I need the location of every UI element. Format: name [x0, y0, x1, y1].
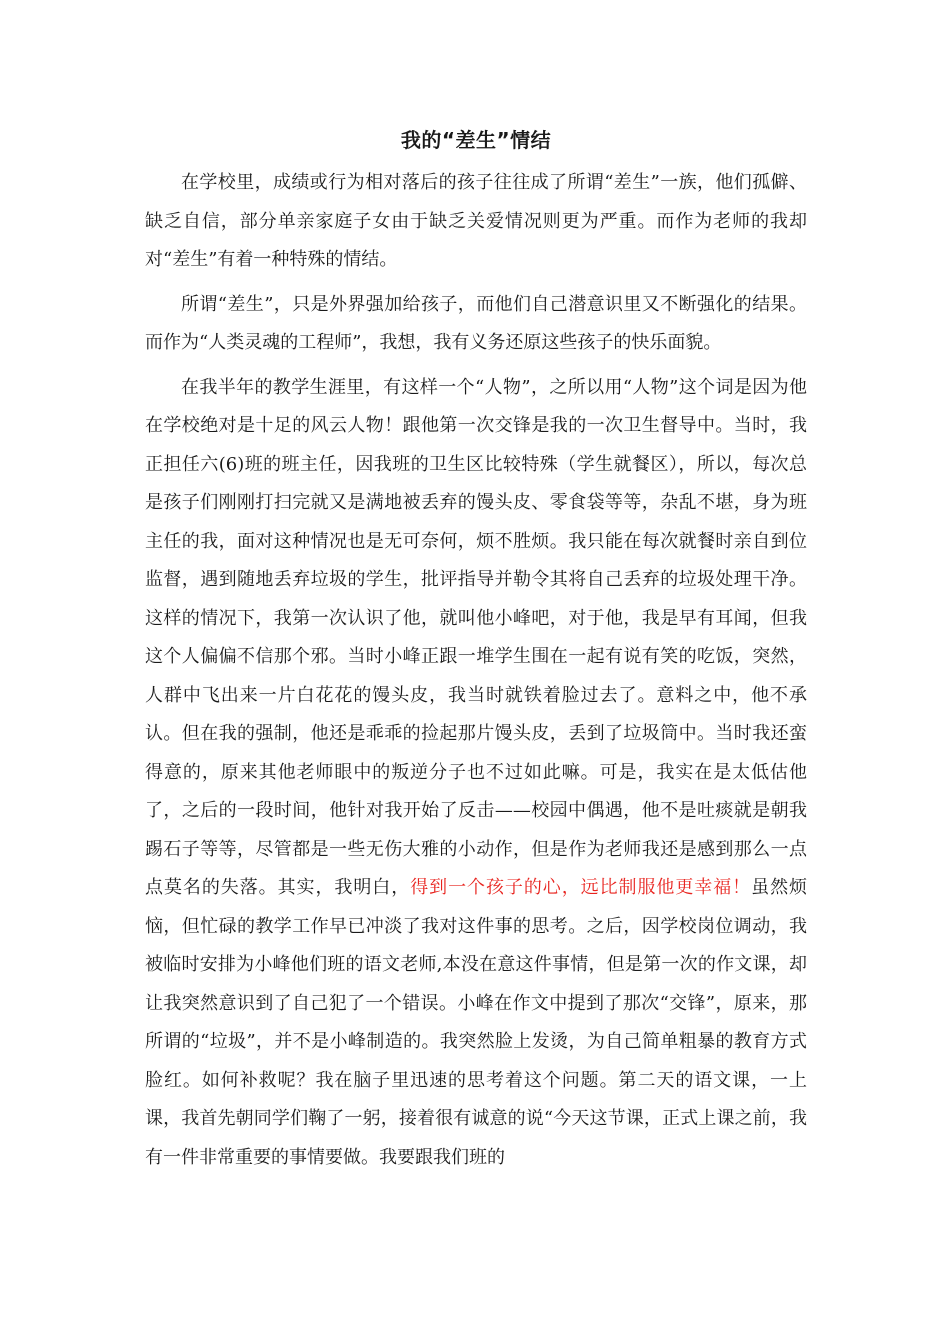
document-title: 我的“差生”情结: [400, 128, 552, 152]
paragraph-3: [145, 369, 807, 1178]
paragraph-1: 在学校里，成绩或行为相对落后的孩子往往成了所谓“差生”一族，他们孤僻、缺乏自信，部分单亲家庭子女由于缺乏关爱情况则更为严重。而作为老师的我却对“差生”有着一种特殊的情结。: [145, 172, 807, 270]
highlighted-quote: 得到一个孩子的心，远比制服他更幸福！: [410, 877, 752, 898]
paragraph-2: 所谓“差生”，只是外界强加给孩子，而他们自己潜意识里又不断强化的结果。而作为“人类灵魂的工程师”，我想，我有义务还原这些孩子的快乐面貌。: [145, 293, 807, 353]
document-page: [145, 120, 807, 1183]
paragraph-3-text-before: 在我半年的教学生涯里，有这样一个“人物”，之所以用“人物”这个词是因为他在学校绝对是十足的风云人物！跟他第一次交锋是我的一次卫生督导中。当时，我正担任六(6)班的班主任，因我班的卫生区比较特殊（学生就餐区），所以，每次总是孩子们刚刚打扫完就又是满地被丢弃的馒头皮、零食袋等等，杂乱不堪，身为班主任的我，面对这种情况也是无可奈何，烦不胜烦。我只能在每次就餐时亲自到位监督，遇到随地丢弃垃圾的学生，批评指导并勒令其将自己丢弃的垃圾处理干净。这样的情况下，我第一次认识了他，就叫他小峰吧，对于他，我是早有耳闻，但我这个人偏偏不信那个邪。当时小峰正跟一堆学生围在一起有说有笑的吃饭，突然，人群中飞出来一片白花花的馒头皮，我当时就铁着脸过去了。意料之中，他不承认。但在我的强制，他还是乖乖的捡起那片馒头皮，丢到了垃圾筒中。当时我还蛮得意的，原来其他老师眼中的叛逆分子也不过如此嘛。可是，我实在是太低估他了，之后的一段时间，他针对我开始了反击——校园中偶遇，他不是吐痰就是朝我踢石子等等，尽管都是一些无伤大雅的小动作，但是作为老师我还是感到那么一点点莫名的失落。其实，我明白，: [145, 376, 807, 898]
paragraph-3-text-after: 虽然烦恼，但忙碌的教学工作早已冲淡了我对这件事的思考。之后，因学校岗位调动，我被临时安排为小峰他们班的语文老师,本没在意这件事情，但是第一次的作文课，却让我突然意识到了自己犯了一个错误。小峰在作文中提到了那次“交锋”，原来，那所谓的“垃圾”，并不是小峰制造的。我突然脸上发烫，为自己简单粗暴的教育方式脸红。如何补救呢？我在脑子里迅速的思考着这个问题。第二天的语文课，一上课，我首先朝同学们鞠了一躬，接着很有诚意的说“今天这节课，正式上课之前，我有一件非常重要的事情要做。我要跟我们班的: [145, 877, 808, 1168]
